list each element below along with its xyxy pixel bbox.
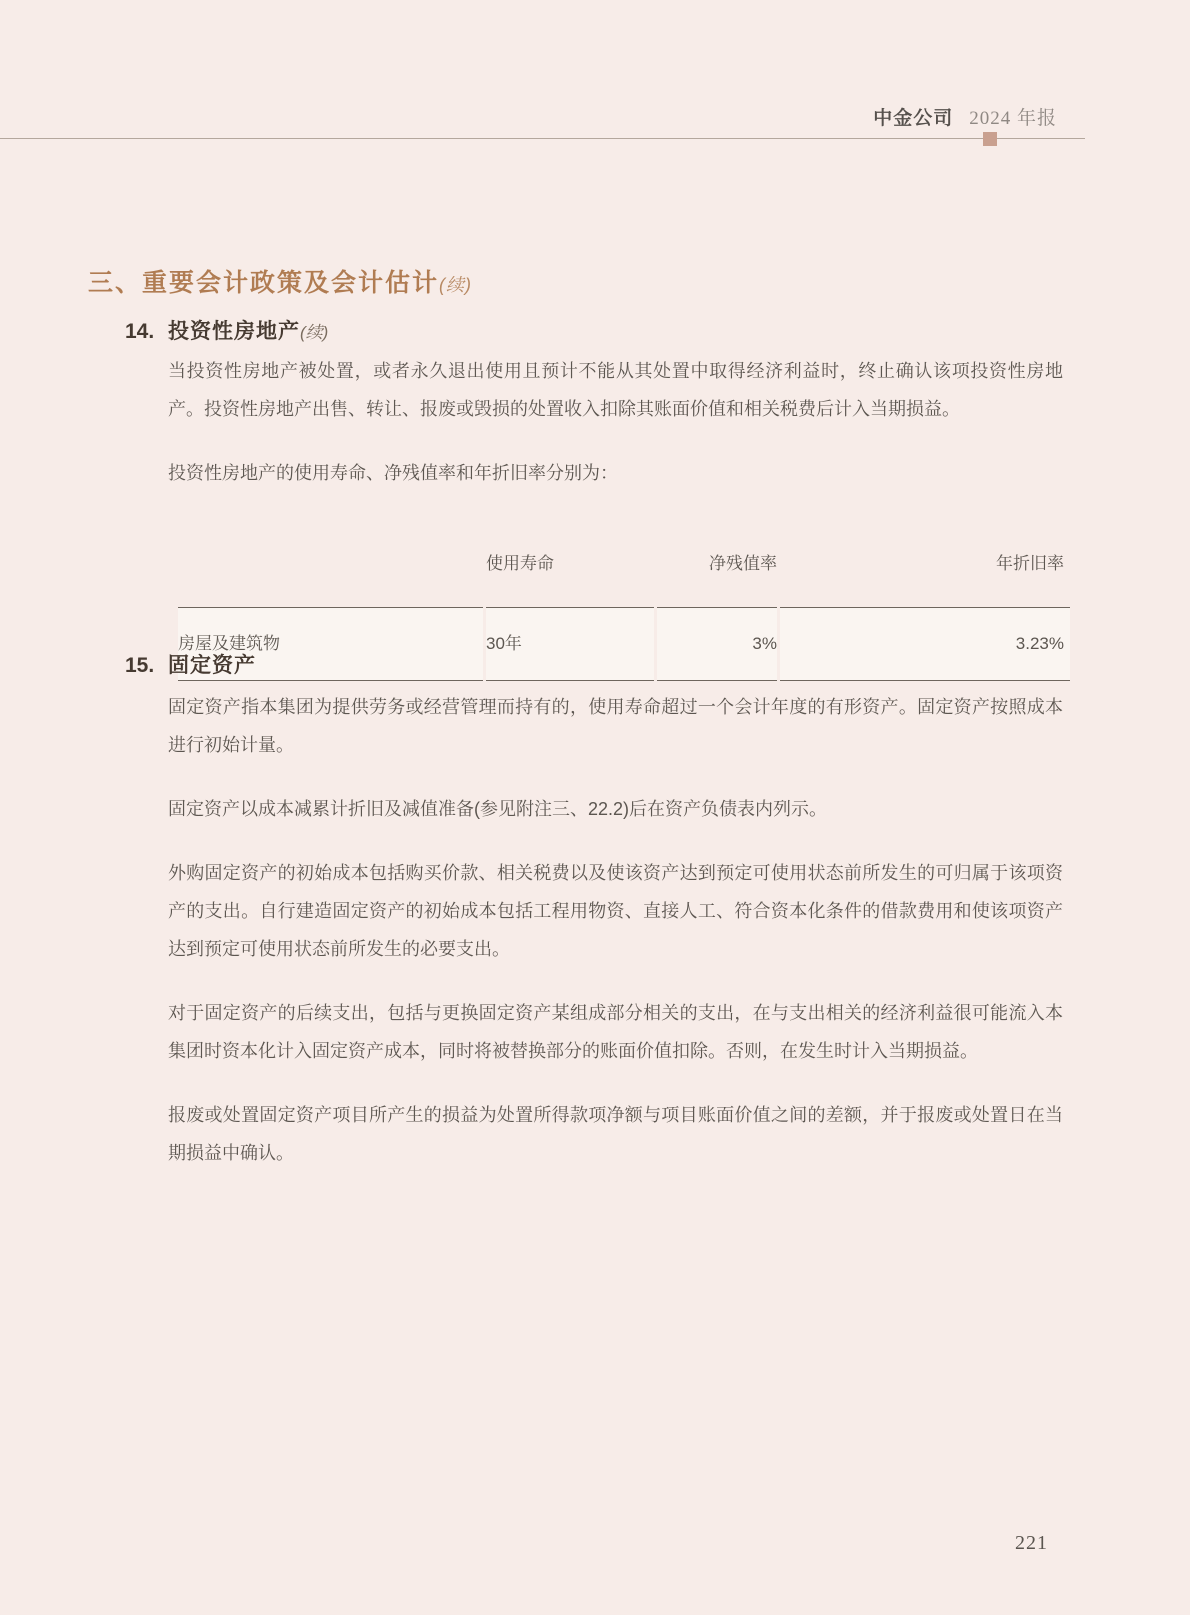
row-residual-rate: 3% xyxy=(657,608,777,681)
header-rule xyxy=(0,138,1085,139)
row-useful-life: 30年 xyxy=(486,608,654,681)
subsection-14-number: 14. xyxy=(125,320,155,343)
row-depreciation-rate: 3.23% xyxy=(780,608,1070,681)
table-header-row xyxy=(178,518,1070,608)
table-header-residual-rate: 净残值率 xyxy=(657,518,777,608)
section-title-continued: (续) xyxy=(439,275,473,295)
paragraph: 报废或处置固定资产项目所产生的损益为处置所得款项净额与项目账面价值之间的差额，并于报废或处置日在当期损益中确认。 xyxy=(168,1105,1063,1163)
paragraph: 固定资产以成本减累计折旧及减值准备(参见附注三、22.2)后在资产负债表内列示。 xyxy=(168,799,828,819)
table-row xyxy=(178,608,1070,681)
paragraph: 当投资性房地产被处置，或者永久退出使用且预计不能从其处置中取得经济利益时，终止确认该项投资性房地产。投资性房地产出售、转让、报废或毁损的处置收入扣除其账面价值和相关税费后计入当期损益。 xyxy=(168,361,1063,419)
table-header-useful-life: 使用寿命 xyxy=(486,518,654,608)
subsection-15-heading xyxy=(125,649,256,679)
page-number: 221 xyxy=(1015,1532,1048,1554)
paragraph: 外购固定资产的初始成本包括购买价款、相关税费以及使该资产达到预定可使用状态前所发生的可归属于该项资产的支出。自行建造固定资产的初始成本包括工程用物资、直接人工、符合资本化条件的借款费用和使该项资产达到预定可使用状态前所发生的必要支出。 xyxy=(168,863,1063,959)
running-header xyxy=(873,103,1057,130)
subsection-14-heading xyxy=(125,315,328,345)
company-name: 中金公司 xyxy=(873,108,954,129)
section-title xyxy=(88,263,472,299)
subsection-15-number: 15. xyxy=(125,654,155,677)
row-label: 房屋及建筑物 xyxy=(178,608,483,681)
depreciation-table xyxy=(175,518,1073,681)
section-title-text: 三、重要会计政策及会计估计 xyxy=(88,269,440,297)
table-intro: 投资性房地产的使用寿命、净残值率和年折旧率分别为： xyxy=(168,463,618,483)
report-year: 2024 年报 xyxy=(969,108,1057,129)
subsection-15-body xyxy=(168,688,1073,1172)
subsection-14-title: 投资性房地产 xyxy=(168,320,300,343)
header-rule-square xyxy=(983,132,997,146)
subsection-15-title: 固定资产 xyxy=(168,654,256,677)
subsection-14-continued: (续) xyxy=(300,323,329,342)
table-header-empty xyxy=(178,518,483,608)
subsection-14-body xyxy=(168,352,1073,681)
paragraph: 固定资产指本集团为提供劳务或经营管理而持有的，使用寿命超过一个会计年度的有形资产。固定资产按照成本进行初始计量。 xyxy=(168,697,1063,755)
table-header-depreciation-rate: 年折旧率 xyxy=(780,518,1070,608)
paragraph: 对于固定资产的后续支出，包括与更换固定资产某组成部分相关的支出，在与支出相关的经济利益很可能流入本集团时资本化计入固定资产成本，同时将被替换部分的账面价值扣除。否则，在发生时计入当期损益。 xyxy=(168,1003,1063,1061)
